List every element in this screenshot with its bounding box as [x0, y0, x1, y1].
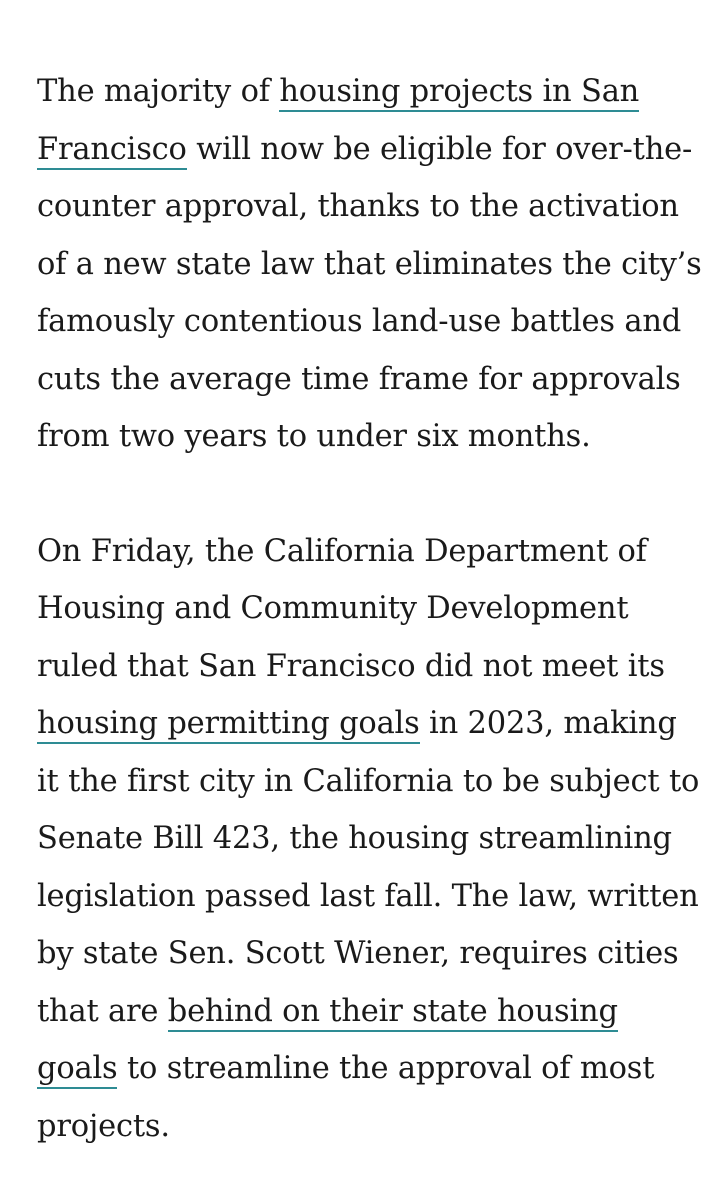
link-behind-state-housing-goals[interactable]: behind on their state housing goals	[37, 994, 618, 1090]
link-housing-projects-sf[interactable]: housing projects in San Francisco	[37, 74, 639, 170]
article-body	[37, 63, 707, 1155]
link-housing-permitting-goals[interactable]: housing permitting goals	[37, 706, 420, 744]
paragraph-2	[37, 523, 707, 1156]
paragraph-text: will now be eligible for over-the-counter approval, thanks to the activation of a new state law that eliminates the city’s famously contentious land-use battles and cuts the average time frame for approvals from two years to under six months.	[37, 131, 702, 454]
paragraph-1	[37, 63, 707, 466]
paragraph-text: to streamline the approval of most projects.	[37, 1051, 655, 1144]
paragraph-text: The majority of	[37, 74, 280, 109]
paragraph-text: in 2023, making it the first city in California to be subject to Senate Bill 423, the housing streamlining legislation passed last fall. The law, written by state Sen. Scott Wiener, requires cities that are	[37, 706, 700, 1029]
paragraph-text: On Friday, the California Department of Housing and Community Development ruled that San Francisco did not meet its	[37, 533, 665, 684]
